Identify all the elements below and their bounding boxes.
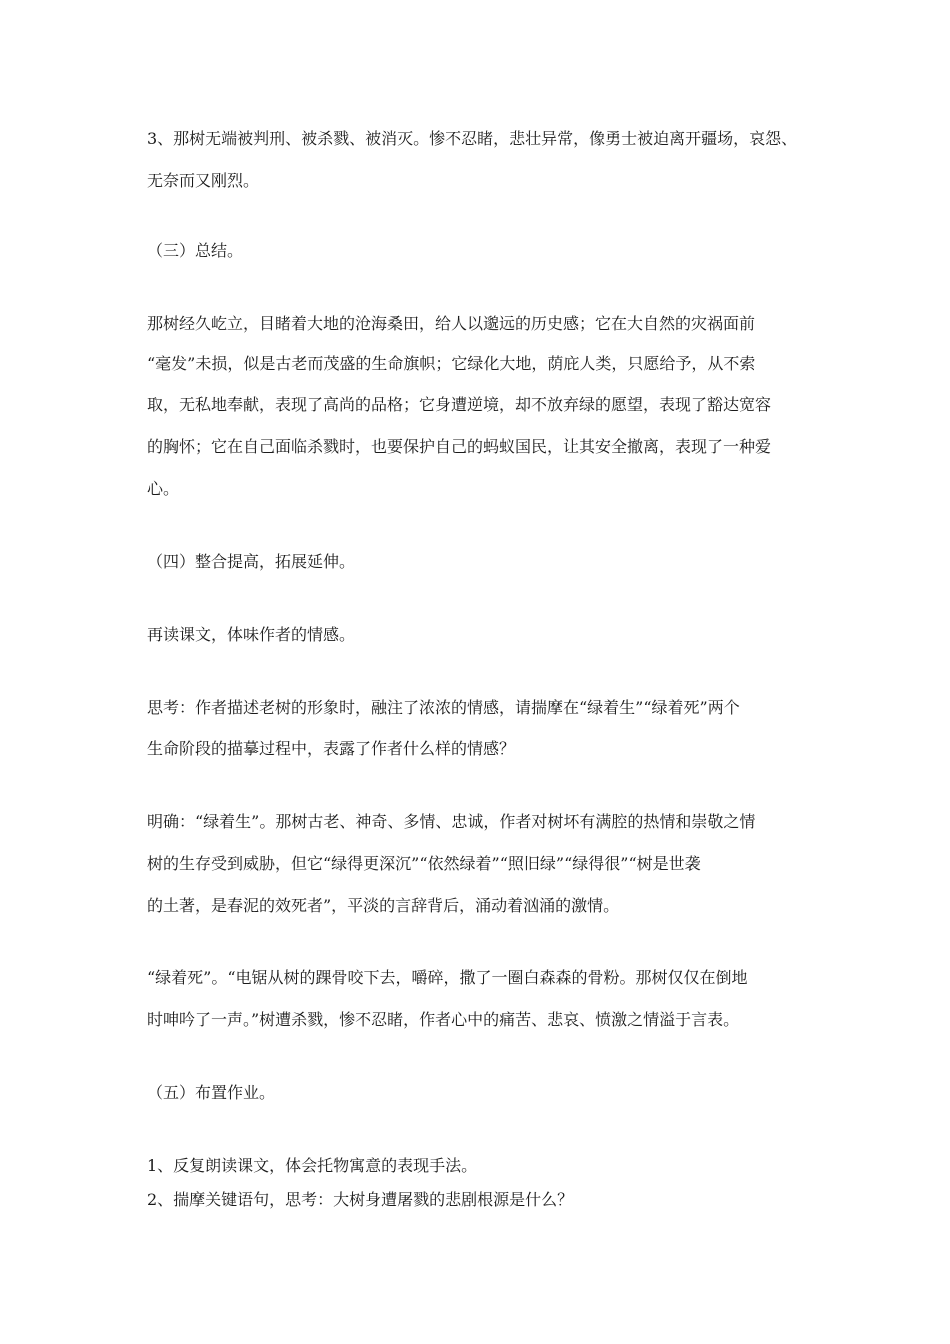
text-line-4: 那树经久屹立，目睹着大地的沧海桑田，给人以邈远的历史感；它在大自然的灾祸面前 xyxy=(147,314,756,333)
text-line-6: 取，无私地奉献，表现了高尚的品格；它身遭逆境，却不放弃绿的愿望，表现了豁达宽容 xyxy=(147,395,772,414)
section-heading-summary: （三）总结。 xyxy=(147,241,244,260)
text-line-13: 明确：“绿着生”。那树古老、神奇、多情、忠诚，作者对树坏有满腔的热情和崇敬之情 xyxy=(147,812,756,831)
section-heading-extension: （四）整合提高，拓展延伸。 xyxy=(147,552,356,571)
homework-item-1: 1、反复朗读课文，体会托物寓意的表现手法。 xyxy=(147,1156,478,1175)
text-line-11: 思考：作者描述老树的形象时，融注了浓浓的情感，请揣摩在“绿着生”“绿着死”两个 xyxy=(147,698,740,717)
text-line-5: “毫发”未损，似是古老而茂盛的生命旗帜；它绿化大地，荫庇人类，只愿给予，从不索 xyxy=(147,354,756,373)
text-line-8: 心。 xyxy=(147,479,180,498)
text-line-16: “绿着死”。“电锯从树的踝骨咬下去，嚼碎，撒了一圈白森森的骨粉。那树仅仅在倒地 xyxy=(147,968,748,987)
section-heading-homework: （五）布置作业。 xyxy=(147,1083,276,1102)
text-line-17: 时呻吟了一声。”树遭杀戮，惨不忍睹，作者心中的痛苦、悲哀、愤激之情溢于言表。 xyxy=(147,1010,740,1029)
text-line-15: 的土著，是春泥的效死者”，平淡的言辞背后，涌动着汹涌的激情。 xyxy=(147,896,620,915)
text-line-12: 生命阶段的描摹过程中，表露了作者什么样的情感？ xyxy=(147,739,516,758)
homework-item-2: 2、揣摩关键语句，思考：大树身遭屠戮的悲剧根源是什么？ xyxy=(147,1190,574,1209)
text-line-1: 3、那树无端被判刑、被杀戮、被消灭。惨不忍睹，悲壮异常，像勇士被迫离开疆场，哀怨、 xyxy=(147,129,798,148)
text-line-7: 的胸怀；它在自己面临杀戮时，也要保护自己的蚂蚁国民，让其安全撤离，表现了一种爱 xyxy=(147,437,772,456)
text-line-2: 无奈而又刚烈。 xyxy=(147,171,260,190)
text-line-10: 再读课文，体味作者的情感。 xyxy=(147,625,356,644)
text-line-14: 树的生存受到威胁，但它“绿得更深沉”“依然绿着”“照旧绿”“绿得很”“树是世袭 xyxy=(147,854,701,873)
